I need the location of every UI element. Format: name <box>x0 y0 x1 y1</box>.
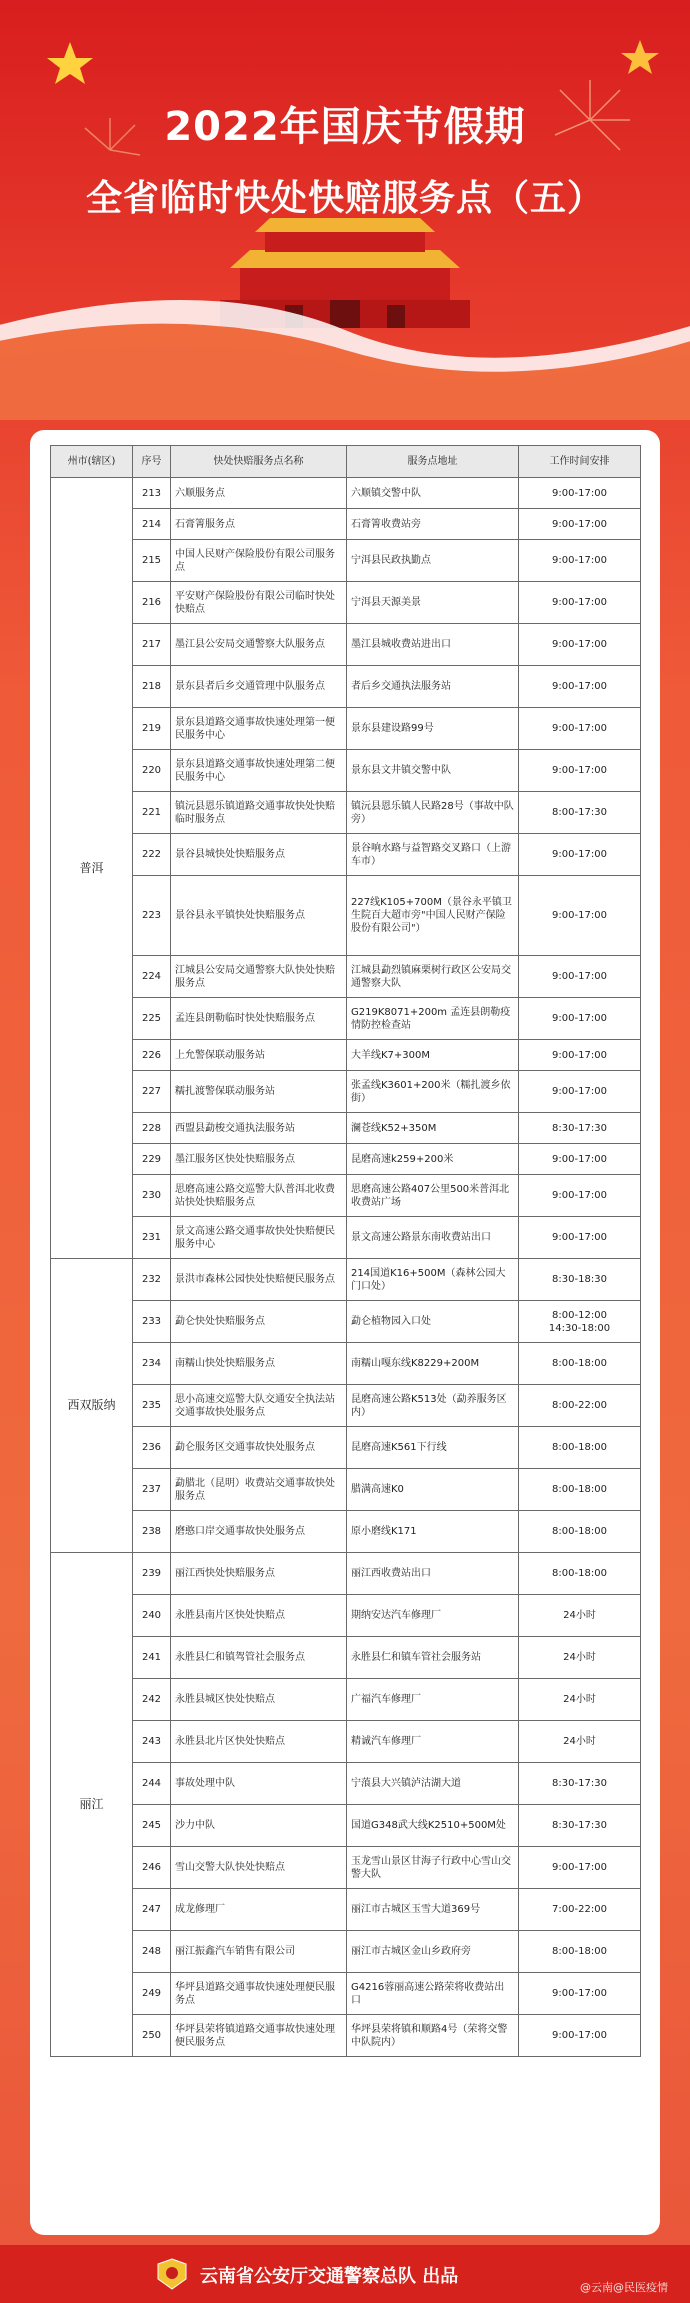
service-address: 期纳安达汽车修理厂 <box>347 1595 519 1637</box>
service-point-name: 永胜县城区快处快赔点 <box>171 1679 347 1721</box>
table-row <box>51 998 641 1040</box>
row-number: 242 <box>133 1679 171 1721</box>
working-hours: 9:00-17:00 <box>519 2015 641 2057</box>
working-hours: 9:00-17:00 <box>519 998 641 1040</box>
service-address: 腊满高速K0 <box>347 1469 519 1511</box>
service-point-name: 永胜县北片区快处快赔点 <box>171 1721 347 1763</box>
row-number: 236 <box>133 1427 171 1469</box>
city-cell: 西双版纳 <box>51 1259 133 1553</box>
row-number: 248 <box>133 1931 171 1973</box>
row-number: 223 <box>133 876 171 956</box>
working-hours: 9:00-17:00 <box>519 750 641 792</box>
row-number: 243 <box>133 1721 171 1763</box>
row-number: 233 <box>133 1301 171 1343</box>
service-point-name: 景文高速公路交通事故快处快赔便民服务中心 <box>171 1217 347 1259</box>
service-address: G219K8071+200m 孟连县朗勒疫情防控检查站 <box>347 998 519 1040</box>
service-point-name: 江城县公安局交通警察大队快处快赔服务点 <box>171 956 347 998</box>
row-number: 226 <box>133 1040 171 1071</box>
working-hours: 9:00-17:00 <box>519 1071 641 1113</box>
service-address: 丽江西收费站出口 <box>347 1553 519 1595</box>
row-number: 230 <box>133 1175 171 1217</box>
working-hours: 9:00-17:00 <box>519 708 641 750</box>
city-cell: 普洱 <box>51 478 133 1259</box>
service-address: 景东县建设路99号 <box>347 708 519 750</box>
working-hours: 8:30-17:30 <box>519 1113 641 1144</box>
service-point-name: 南糯山快处快赔服务点 <box>171 1343 347 1385</box>
working-hours: 9:00-17:00 <box>519 582 641 624</box>
working-hours: 8:30-17:30 <box>519 1805 641 1847</box>
service-point-name: 永胜县南片区快处快赔点 <box>171 1595 347 1637</box>
service-point-name: 石膏箐服务点 <box>171 509 347 540</box>
service-address: 国道G348武大线K2510+500M处 <box>347 1805 519 1847</box>
working-hours: 8:00-18:00 <box>519 1511 641 1553</box>
service-address: 宁洱县民政执勤点 <box>347 540 519 582</box>
row-number: 227 <box>133 1071 171 1113</box>
table-row <box>51 1071 641 1113</box>
service-point-name: 孟连县朗勒临时快处快赔服务点 <box>171 998 347 1040</box>
working-hours: 9:00-17:00 <box>519 478 641 509</box>
table-row <box>51 1511 641 1553</box>
service-address: 214国道K16+500M（森林公园大门口处） <box>347 1259 519 1301</box>
service-address: 镇沅县恩乐镇人民路28号（事故中队旁） <box>347 792 519 834</box>
table-row <box>51 1144 641 1175</box>
service-point-name: 永胜县仁和镇驾管社会服务点 <box>171 1637 347 1679</box>
working-hours: 8:00-18:00 <box>519 1427 641 1469</box>
service-address: 景文高速公路景东南收费站出口 <box>347 1217 519 1259</box>
service-point-name: 成龙修理厂 <box>171 1889 347 1931</box>
service-address: 墨江县城收费站进出口 <box>347 624 519 666</box>
table-card <box>30 430 660 2235</box>
service-address: 者后乡交通执法服务站 <box>347 666 519 708</box>
working-hours: 9:00-17:00 <box>519 624 641 666</box>
working-hours: 24小时 <box>519 1679 641 1721</box>
row-number: 224 <box>133 956 171 998</box>
row-number: 229 <box>133 1144 171 1175</box>
row-number: 225 <box>133 998 171 1040</box>
table-row <box>51 540 641 582</box>
service-address: 江城县勐烈镇麻栗树行政区公安局交通警察大队 <box>347 956 519 998</box>
table-row <box>51 1385 641 1427</box>
table-row <box>51 1847 641 1889</box>
service-point-name: 景东县者后乡交通管理中队服务点 <box>171 666 347 708</box>
table-row <box>51 1973 641 2015</box>
row-number: 234 <box>133 1343 171 1385</box>
service-point-name: 丽江振鑫汽车销售有限公司 <box>171 1931 347 1973</box>
service-address: 227线K105+700M（景谷永平镇卫生院百大超市旁"中国人民财产保险股份有限公司"） <box>347 876 519 956</box>
row-number: 214 <box>133 509 171 540</box>
table-row <box>51 1113 641 1144</box>
working-hours: 24小时 <box>519 1721 641 1763</box>
service-point-name: 华坪县荣将镇道路交通事故快速处理便民服务点 <box>171 2015 347 2057</box>
page-title: 2022年国庆节假期 <box>164 104 526 150</box>
working-hours: 9:00-17:00 <box>519 1144 641 1175</box>
row-number: 218 <box>133 666 171 708</box>
service-address: 思磨高速公路407公里500米普洱北收费站广场 <box>347 1175 519 1217</box>
working-hours: 8:00-18:00 <box>519 1931 641 1973</box>
service-point-name: 西盟县勐梭交通执法服务站 <box>171 1113 347 1144</box>
table-row <box>51 750 641 792</box>
working-hours: 9:00-17:00 <box>519 540 641 582</box>
working-hours: 9:00-17:00 <box>519 509 641 540</box>
service-address: 原小磨线K171 <box>347 1511 519 1553</box>
working-hours: 9:00-17:00 <box>519 666 641 708</box>
table-row <box>51 1763 641 1805</box>
working-hours: 8:00-17:30 <box>519 792 641 834</box>
header-name: 快处快赔服务点名称 <box>171 446 347 478</box>
row-number: 213 <box>133 478 171 509</box>
table-row <box>51 1259 641 1301</box>
working-hours: 9:00-17:00 <box>519 876 641 956</box>
working-hours: 9:00-17:00 <box>519 1175 641 1217</box>
table-row <box>51 582 641 624</box>
working-hours: 9:00-17:00 <box>519 834 641 876</box>
service-address: 张孟线K3601+200米（糯扎渡乡依街） <box>347 1071 519 1113</box>
service-point-name: 思磨高速公路交巡警大队普洱北收费站快处快赔服务点 <box>171 1175 347 1217</box>
table-row <box>51 1301 641 1343</box>
row-number: 240 <box>133 1595 171 1637</box>
working-hours: 9:00-17:00 <box>519 1217 641 1259</box>
service-address: 玉龙雪山景区甘海子行政中心雪山交警大队 <box>347 1847 519 1889</box>
table-row <box>51 1889 641 1931</box>
watermark: @云南@民医疫情 <box>580 2281 668 2294</box>
row-number: 216 <box>133 582 171 624</box>
working-hours: 9:00-17:00 <box>519 956 641 998</box>
table-row <box>51 1469 641 1511</box>
service-point-name: 华坪县道路交通事故快速处理便民服务点 <box>171 1973 347 2015</box>
row-number: 221 <box>133 792 171 834</box>
service-address: 丽江市古城区玉雪大道369号 <box>347 1889 519 1931</box>
table-row <box>51 1721 641 1763</box>
row-number: 250 <box>133 2015 171 2057</box>
working-hours: 8:00-18:00 <box>519 1343 641 1385</box>
table-row <box>51 1805 641 1847</box>
row-number: 238 <box>133 1511 171 1553</box>
table-row <box>51 1679 641 1721</box>
service-point-name: 勐仑服务区交通事故快处服务点 <box>171 1427 347 1469</box>
service-address: 勐仑植物园入口处 <box>347 1301 519 1343</box>
table-row <box>51 478 641 509</box>
table-row <box>51 2015 641 2057</box>
row-number: 217 <box>133 624 171 666</box>
service-address: 永胜县仁和镇车管社会服务站 <box>347 1637 519 1679</box>
table-row <box>51 1931 641 1973</box>
service-point-name: 景东县道路交通事故快速处理第二便民服务中心 <box>171 750 347 792</box>
service-point-name: 景谷县城快处快赔服务点 <box>171 834 347 876</box>
header-address: 服务点地址 <box>347 446 519 478</box>
working-hours: 8:30-17:30 <box>519 1763 641 1805</box>
service-point-name: 事故处理中队 <box>171 1763 347 1805</box>
working-hours: 8:00-12:00 14:30-18:00 <box>519 1301 641 1343</box>
row-number: 244 <box>133 1763 171 1805</box>
table-row <box>51 1427 641 1469</box>
row-number: 249 <box>133 1973 171 2015</box>
table-row <box>51 509 641 540</box>
service-address: 宁蒗县大兴镇泸沽湖大道 <box>347 1763 519 1805</box>
row-number: 245 <box>133 1805 171 1847</box>
table-body <box>51 478 641 2057</box>
service-point-name: 勐仑快处快赔服务点 <box>171 1301 347 1343</box>
working-hours: 8:30-18:30 <box>519 1259 641 1301</box>
star-icon <box>47 42 93 84</box>
service-point-name: 景谷县永平镇快处快赔服务点 <box>171 876 347 956</box>
service-point-name: 墨江县公安局交通警察大队服务点 <box>171 624 347 666</box>
service-point-name: 六顺服务点 <box>171 478 347 509</box>
service-address: 丽江市古城区金山乡政府旁 <box>347 1931 519 1973</box>
row-number: 219 <box>133 708 171 750</box>
working-hours: 24小时 <box>519 1595 641 1637</box>
service-address: 石膏箐收费站旁 <box>347 509 519 540</box>
service-address: 宁洱县天源美景 <box>347 582 519 624</box>
working-hours: 9:00-17:00 <box>519 1040 641 1071</box>
service-point-name: 景洪市森林公园快处快赔便民服务点 <box>171 1259 347 1301</box>
service-table <box>50 445 641 2057</box>
service-point-name: 上允警保联动服务站 <box>171 1040 347 1071</box>
table-row <box>51 1595 641 1637</box>
row-number: 246 <box>133 1847 171 1889</box>
table-row <box>51 1040 641 1071</box>
header-banner <box>0 0 690 420</box>
table-row <box>51 1553 641 1595</box>
table-row <box>51 708 641 750</box>
service-point-name: 糯扎渡警保联动服务站 <box>171 1071 347 1113</box>
service-point-name: 思小高速交巡警大队交通安全执法站交通事故快处服务点 <box>171 1385 347 1427</box>
working-hours: 7:00-22:00 <box>519 1889 641 1931</box>
row-number: 241 <box>133 1637 171 1679</box>
service-point-name: 勐腊北（昆明）收费站交通事故快处服务点 <box>171 1469 347 1511</box>
row-number: 215 <box>133 540 171 582</box>
service-address: 大羊线K7+300M <box>347 1040 519 1071</box>
table-row <box>51 1343 641 1385</box>
working-hours: 9:00-17:00 <box>519 1973 641 2015</box>
service-address: 华坪县荣将镇和顺路4号（荣将交警中队院内） <box>347 2015 519 2057</box>
working-hours: 24小时 <box>519 1637 641 1679</box>
table-row <box>51 1175 641 1217</box>
service-point-name: 雪山交警大队快处快赔点 <box>171 1847 347 1889</box>
table-row <box>51 624 641 666</box>
row-number: 237 <box>133 1469 171 1511</box>
header-time: 工作时间安排 <box>519 446 641 478</box>
service-point-name: 磨憨口岸交通事故快处服务点 <box>171 1511 347 1553</box>
service-address: G4216蓉丽高速公路荣将收费站出口 <box>347 1973 519 2015</box>
table-row <box>51 1217 641 1259</box>
service-point-name: 中国人民财产保险股份有限公司服务点 <box>171 540 347 582</box>
row-number: 220 <box>133 750 171 792</box>
footer <box>0 2245 690 2303</box>
working-hours: 9:00-17:00 <box>519 1847 641 1889</box>
service-address: 澜苍线K52+350M <box>347 1113 519 1144</box>
working-hours: 8:00-18:00 <box>519 1469 641 1511</box>
table-row <box>51 666 641 708</box>
table-row <box>51 834 641 876</box>
service-point-name: 墨江服务区快处快赔服务点 <box>171 1144 347 1175</box>
row-number: 239 <box>133 1553 171 1595</box>
working-hours: 8:00-18:00 <box>519 1553 641 1595</box>
header-no: 序号 <box>133 446 171 478</box>
page-subtitle: 全省临时快处快赔服务点（五） <box>85 178 604 219</box>
service-address: 广福汽车修理厂 <box>347 1679 519 1721</box>
table-row <box>51 1637 641 1679</box>
service-address: 景东县文井镇交警中队 <box>347 750 519 792</box>
service-point-name: 沙力中队 <box>171 1805 347 1847</box>
footer-org: 云南省公安厅交通警察总队 出品 <box>200 2266 459 2287</box>
star-icon <box>621 40 659 74</box>
table-row <box>51 876 641 956</box>
row-number: 235 <box>133 1385 171 1427</box>
service-address: 昆磨高速公路K513处（勐养服务区内） <box>347 1385 519 1427</box>
working-hours: 8:00-22:00 <box>519 1385 641 1427</box>
service-point-name: 镇沅县恩乐镇道路交通事故快处快赔临时服务点 <box>171 792 347 834</box>
table-row <box>51 792 641 834</box>
service-address: 景谷响水路与益智路交叉路口（上游车市） <box>347 834 519 876</box>
row-number: 222 <box>133 834 171 876</box>
service-address: 南糯山嘎东线K8229+200M <box>347 1343 519 1385</box>
header-city: 州市(辖区) <box>51 446 133 478</box>
service-address: 六顺镇交警中队 <box>347 478 519 509</box>
service-address: 昆磨高速k259+200米 <box>347 1144 519 1175</box>
service-point-name: 景东县道路交通事故快速处理第一便民服务中心 <box>171 708 347 750</box>
service-point-name: 丽江西快处快赔服务点 <box>171 1553 347 1595</box>
table-row <box>51 956 641 998</box>
table-header-row <box>51 446 641 478</box>
row-number: 247 <box>133 1889 171 1931</box>
row-number: 232 <box>133 1259 171 1301</box>
service-point-name: 平安财产保险股份有限公司临时快处快赔点 <box>171 582 347 624</box>
city-cell: 丽江 <box>51 1553 133 2057</box>
row-number: 228 <box>133 1113 171 1144</box>
service-address: 精诚汽车修理厂 <box>347 1721 519 1763</box>
row-number: 231 <box>133 1217 171 1259</box>
service-address: 昆磨高速K561下行线 <box>347 1427 519 1469</box>
